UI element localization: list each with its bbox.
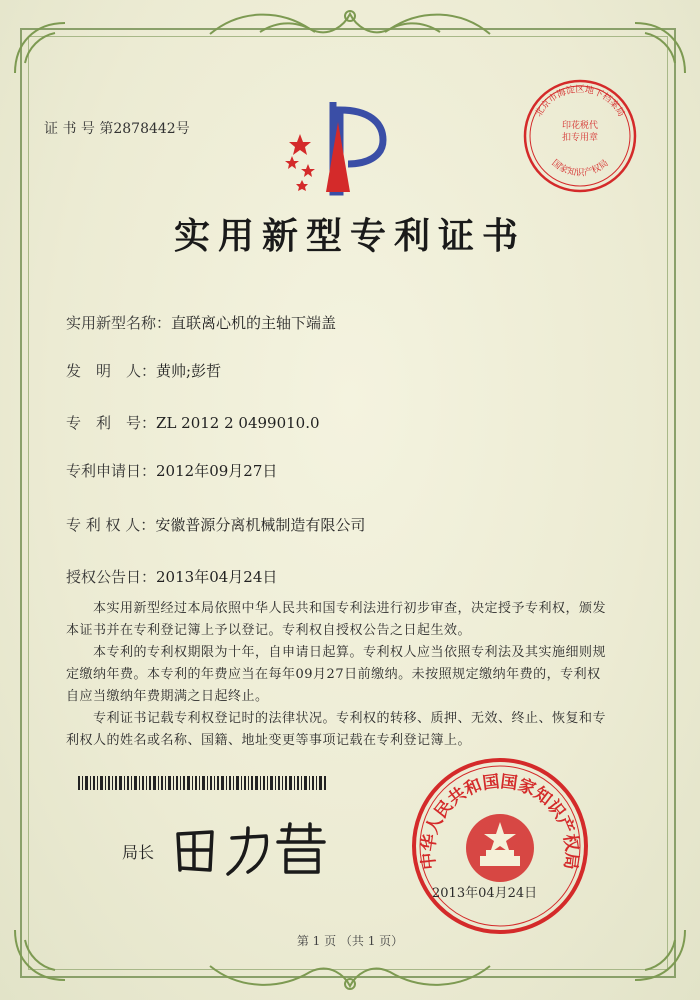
certificate-number: 证 书 号 第2878442号 [44, 121, 190, 137]
svg-text:国家知识产权局 [549, 158, 610, 179]
director-signature [170, 820, 330, 880]
svg-text:北京市海淀区地下档案局 [532, 83, 627, 118]
stamp-duty-seal [520, 76, 640, 196]
field-value: 直联离心机的主轴下端盖 [171, 314, 337, 332]
national-emblem [466, 814, 534, 882]
field-value: 黄帅;彭哲 [156, 362, 222, 380]
seal-top-ring-text: 北京市海淀区地下档案局 [534, 85, 626, 119]
seal-big-ring-text: 中华人民共和国国家知识产权局 [418, 771, 582, 871]
corner-ornament-tr [630, 18, 690, 78]
seal-top-bottom-text: 国家知识产权局 [549, 158, 611, 179]
national-ip-office-seal [410, 756, 590, 936]
field-value: 2012年09月27日 [156, 462, 278, 480]
field-value: ZL 2012 2 0499010.0 [156, 414, 320, 432]
field-label: 发 明 人： [66, 362, 157, 380]
field-label: 授权公告日： [66, 568, 157, 586]
paragraph-term: 本专利的专利权期限为十年，自申请日起算。专利权人应当依照专利法及其实施细则规定缴纳年费。本专利的年费应当在每年09月27日前缴纳。未按照规定缴纳年费的，专利权自应当缴纳年费期满之日起终止。 [66, 645, 607, 704]
field-label: 专 利 权 人： [66, 516, 156, 534]
field-grant-date [66, 566, 277, 587]
page-number: 第 1 页 （共 1 页） [296, 934, 404, 948]
field-value: 2013年04月24日 [156, 568, 278, 586]
seal-date: 2013年04月24日 [432, 886, 538, 901]
certificate-title: 实用新型专利证书 [173, 215, 526, 257]
top-ornament [200, 4, 500, 44]
field-label: 专利申请日： [66, 462, 157, 480]
field-patent-number [66, 412, 320, 433]
field-value: 安徽普源分离机械制造有限公司 [155, 516, 366, 534]
field-application-date [66, 460, 277, 481]
field-label: 实用新型名称： [66, 314, 172, 332]
director-label: 局长 [122, 843, 155, 862]
field-inventor [66, 360, 221, 381]
field-label: 专 利 号： [66, 414, 157, 432]
field-patentee [66, 514, 365, 535]
patent-office-logo [278, 92, 408, 202]
bottom-ornament [200, 960, 500, 996]
seal-top-inner-text: 印花税代扣专用章 [561, 121, 598, 143]
paragraph-legal-status: 专利证书记载专利权登记时的法律状况。专利权的转移、质押、无效、终止、恢复和专利权人的姓名或名称、国籍、地址变更等事项记载在专利登记簿上。 [66, 711, 607, 748]
barcode [78, 776, 328, 790]
paragraph-grant: 本实用新型经过本局依照中华人民共和国专利法进行初步审查，决定授予专利权，颁发本证书并在专利登记簿上予以登记。专利权自授权公告之日起生效。 [66, 601, 607, 638]
corner-ornament-tl [10, 18, 70, 78]
field-utility-model-name [66, 312, 336, 333]
